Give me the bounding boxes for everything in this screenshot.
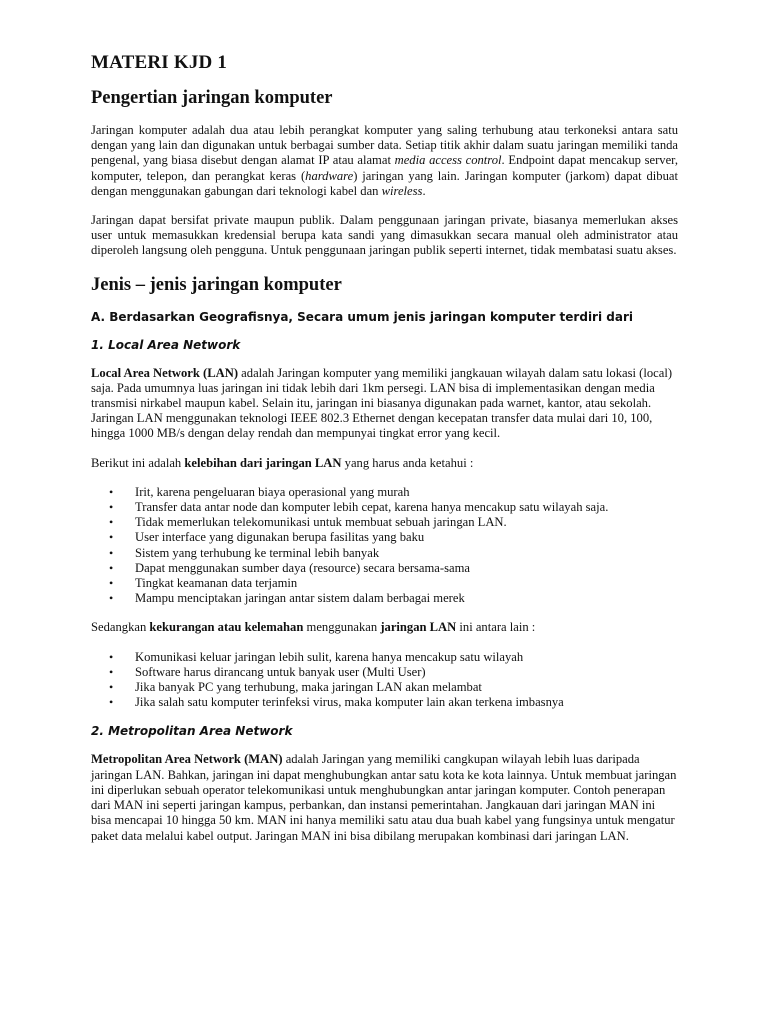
- list-item: • Transfer data antar node dan komputer lebih cepat, karena hanya mencakup satu wilayah saja.: [135, 500, 678, 515]
- bold-term: Metropolitan Area Network (MAN): [91, 752, 283, 767]
- text-span: Jaringan komputer adalah dua atau lebih perangkat komputer yang saling terhubung atau terkoneksi antara satu dengan yang lain dan digunakan untuk berbagai sumber data. Setiap titik akhir dalam suatu jaringan memiliki tanda pengenal, yang biasa disebut dengan alamat IP atau alamat: [91, 123, 678, 168]
- list-lan-advantages: [91, 485, 678, 607]
- paragraph-man: [91, 752, 678, 843]
- text-span: ini antara lain :: [456, 620, 536, 635]
- section-heading-jenis: Jenis – jenis jaringan komputer: [91, 274, 342, 295]
- paragraph-lan: [91, 366, 678, 442]
- list-item: • Jika banyak PC yang terhubung, maka jaringan LAN akan melambat: [135, 680, 678, 695]
- list-lan-disadvantages: [91, 650, 678, 711]
- section-heading-pengertian: Pengertian jaringan komputer: [91, 88, 333, 108]
- subsection-title-lan: 1. Local Area Network: [91, 337, 241, 352]
- text-span: ) jaringan yang lain. Jaringan komputer (jarkom) dapat dibuat dengan menggunakan gabungan dari teknologi kabel dan: [91, 168, 678, 198]
- paragraph-lan-disadvantages-intro: [91, 620, 678, 635]
- list-item: • Jika salah satu komputer terinfeksi virus, maka komputer lain akan terkena imbasnya: [135, 695, 678, 710]
- list-item: • Tingkat keamanan data terjamin: [135, 576, 678, 591]
- list-item: • User interface yang digunakan berupa fasilitas yang baku: [135, 530, 678, 545]
- bold-term: kekurangan atau kelemahan: [149, 620, 304, 635]
- bold-term: jaringan LAN: [380, 620, 457, 635]
- subsection-heading-geografis: A. Berdasarkan Geografisnya, Secara umum jenis jaringan komputer terdiri dari: [91, 309, 633, 324]
- list-item: • Software harus dirancang untuk banyak user (Multi User): [135, 665, 678, 680]
- paragraph-private-public: Jaringan dapat bersifat private maupun publik. Dalam penggunaan jaringan private, biasanya memerlukan akses user untuk memasukkan kredensial berupa kata sandi yang dimasukkan secara manual oleh administrator atau diperoleh langsung oleh pengguna. Untuk penggunaan jaringan publik seperti internet, tidak membatasi suatu akses.: [91, 213, 678, 258]
- list-item: • Irit, karena pengeluaran biaya operasional yang murah: [135, 485, 678, 500]
- text-span: Berikut ini adalah: [91, 455, 185, 470]
- text-span: yang harus anda ketahui :: [341, 455, 474, 470]
- paragraph-lan-advantages-intro: [91, 456, 678, 471]
- subsection-title-man: 2. Metropolitan Area Network: [91, 724, 293, 739]
- list-item: • Dapat menggunakan sumber daya (resource) secara bersama-sama: [135, 561, 678, 576]
- bold-term: kelebihan dari jaringan LAN: [184, 455, 342, 470]
- list-item: • Tidak memerlukan telekomunikasi untuk membuat sebuah jaringan LAN.: [135, 515, 678, 530]
- document-title: MATERI KJD 1: [91, 52, 228, 73]
- paragraph-definition: [91, 123, 678, 199]
- list-item: • Komunikasi keluar jaringan lebih sulit, karena hanya mencakup satu wilayah: [135, 650, 678, 665]
- text-span: Sedangkan: [91, 620, 150, 635]
- text-span: adalah Jaringan komputer yang memiliki jangkauan wilayah dalam satu lokasi (local) saja. Pada umumnya luas jaringan ini tidak lebih dari 1km persegi. LAN bisa di implementasikan dengan media transmisi nirkabel maupun kabel. Selain itu, jaringan ini biasanya digunakan pada warnet, kantor, atau sekolah. Jaringan LAN menggunakan teknologi IEEE 802.3 Ethernet dengan kecepatan transfer data mulai dari 10, 100, hingga 1000 MB/s dengan delay rendah dan mempunyai tingkat error yang kecil.: [91, 365, 673, 441]
- list-item: • Sistem yang terhubung ke terminal lebih banyak: [135, 546, 678, 561]
- italic-term: hardware: [305, 168, 354, 183]
- bold-term: Local Area Network (LAN): [91, 365, 239, 380]
- italic-term: wireless: [381, 183, 423, 198]
- text-span: adalah Jaringan yang memiliki cangkupan wilayah lebih luas daripada jaringan LAN. Bahkan, jaringan ini dapat menghubungkan antar satu kota ke kota lainnya. Untuk membuat jaringan ini diperlukan sebuah operator telekomunikasi untuk menghubungkan antar jaringan komputer. Contoh penerapan dari MAN ini seperti jaringan kampus, perbankan, dan instansi pemerintahan. Jangkauan dari jaringan MAN ini bisa mencapai 10 hingga 50 km. MAN ini hanya memiliki satu atau dua buah kabel yang fungsinya untuk mengatur paket data melalui kabel output. Jaringan MAN ini bisa dibilang merupakan kombinasi dari jaringan LAN.: [91, 752, 677, 843]
- text-span: . Endpoint dapat mencakup server, komputer, telepon, dan perangkat keras (: [91, 153, 679, 183]
- list-item: • Mampu menciptakan jaringan antar sistem dalam berbagai merek: [135, 591, 678, 606]
- italic-term: media access control: [394, 153, 502, 168]
- text-span: .: [422, 183, 426, 198]
- text-span: menggunakan: [303, 620, 381, 635]
